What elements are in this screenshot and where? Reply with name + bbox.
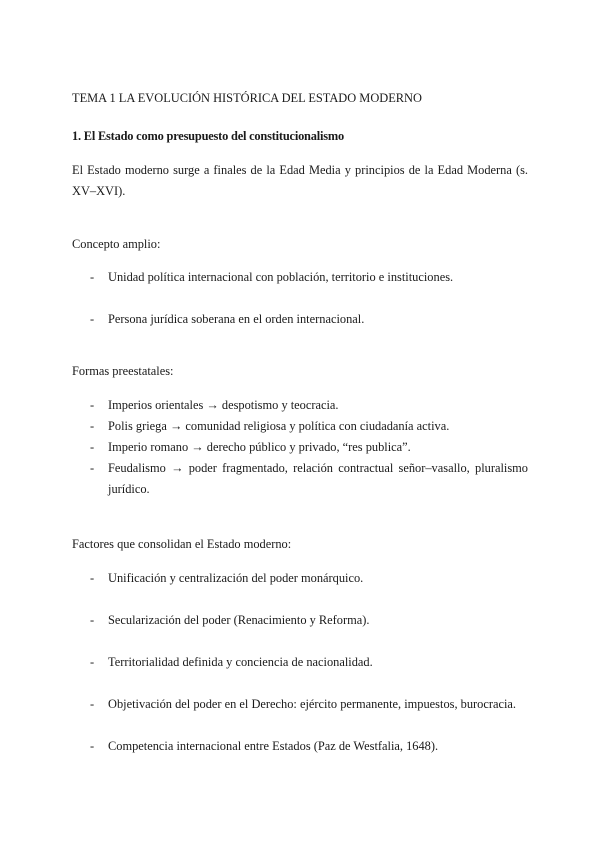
list-item xyxy=(72,309,528,330)
list-item-text: Imperios orientales → despotismo y teocracia. xyxy=(108,398,339,412)
list-item-text: Competencia internacional entre Estados (Paz de Westfalia, 1648). xyxy=(108,739,439,753)
bullet-dash: - xyxy=(90,655,95,669)
intro-paragraph: El Estado moderno surge a finales de la Edad Media y principios de la Edad Moderna (s. XV–XVI). xyxy=(72,163,528,198)
bullet-dash: - xyxy=(90,461,95,475)
formas-label: Formas preestatales: xyxy=(72,364,174,378)
list-item xyxy=(72,267,528,288)
list-item xyxy=(72,736,528,757)
list-item-text: Persona jurídica soberana en el orden internacional. xyxy=(108,312,365,326)
concepto-label: Concepto amplio: xyxy=(72,237,161,251)
bullet-dash: - xyxy=(90,419,95,433)
list-item xyxy=(72,416,528,437)
list-item xyxy=(72,395,528,416)
list-item-text: Polis griega → comunidad religiosa y política con ciudadanía activa. xyxy=(108,419,450,433)
list-item-text: Territorialidad definida y conciencia de nacionalidad. xyxy=(108,655,373,669)
bullet-dash: - xyxy=(90,270,95,284)
list-item xyxy=(72,652,528,673)
list-item-text: Unificación y centralización del poder monárquico. xyxy=(108,571,364,585)
list-item-text: Objetivación del poder en el Derecho: ejército permanente, impuestos, burocracia. xyxy=(108,697,517,711)
list-item-text: Feudalismo → poder fragmentado, relación contractual señor–vasallo, pluralismo jurídico. xyxy=(108,461,528,496)
list-item-text: Secularización del poder (Renacimiento y Reforma). xyxy=(108,613,370,627)
bullet-dash: - xyxy=(90,398,95,412)
bullet-dash: - xyxy=(90,613,95,627)
list-item xyxy=(72,568,528,589)
list-item-text: Unidad política internacional con población, territorio e instituciones. xyxy=(108,270,454,284)
list-item-text: Imperio romano → derecho público y privado, “res publica”. xyxy=(108,440,411,454)
bullet-dash: - xyxy=(90,739,95,753)
bullet-dash: - xyxy=(90,440,95,454)
bullet-dash: - xyxy=(90,312,95,326)
list-item xyxy=(72,458,528,500)
list-item xyxy=(72,437,528,458)
list-item xyxy=(72,694,528,715)
list-item xyxy=(72,610,528,631)
bullet-dash: - xyxy=(90,697,95,711)
section-heading: 1. El Estado como presupuesto del constitucionalismo xyxy=(72,129,344,143)
document-title: TEMA 1 LA EVOLUCIÓN HISTÓRICA DEL ESTADO MODERNO xyxy=(72,91,422,105)
factores-label: Factores que consolidan el Estado moderno: xyxy=(72,537,292,551)
bullet-dash: - xyxy=(90,571,95,585)
